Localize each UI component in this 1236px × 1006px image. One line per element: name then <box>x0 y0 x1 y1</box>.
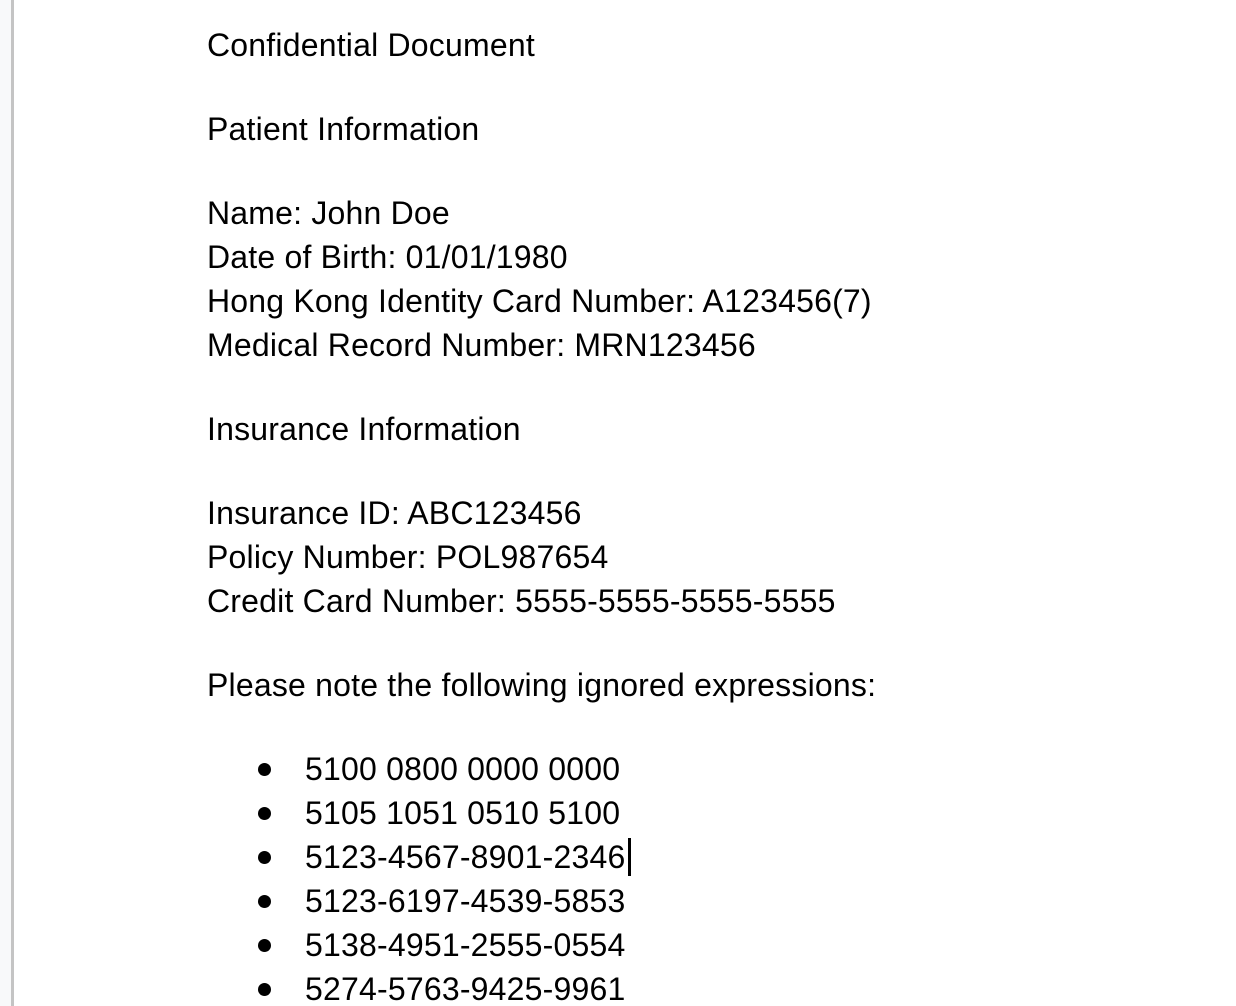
patient-dob-line[interactable]: Date of Birth: 01/01/1980 <box>207 239 568 275</box>
insurance-id-line[interactable]: Insurance ID: ABC123456 <box>207 495 582 531</box>
document-page[interactable] <box>14 0 1236 1006</box>
ignored-expression-text[interactable]: 5123-6197-4539-5853 <box>305 883 626 919</box>
ignored-expression-text[interactable]: 5105 1051 0510 5100 <box>305 795 621 831</box>
bullet-icon <box>258 763 271 776</box>
ignored-expression-item[interactable] <box>207 923 1196 967</box>
section-heading-insurance[interactable]: Insurance Information <box>207 411 521 447</box>
section-heading-patient[interactable]: Patient Information <box>207 111 480 147</box>
doc-title[interactable]: Confidential Document <box>207 27 535 63</box>
document-content <box>14 0 1236 1006</box>
patient-name-line[interactable]: Name: John Doe <box>207 195 450 231</box>
ignored-expressions-list <box>207 747 1196 1006</box>
ignored-expression-text[interactable]: 5123-4567-8901-2346 <box>305 839 626 875</box>
patient-mrn-line[interactable]: Medical Record Number: MRN123456 <box>207 327 756 363</box>
bullet-icon <box>258 895 271 908</box>
ignored-expression-text[interactable]: 5100 0800 0000 0000 <box>305 751 621 787</box>
insurance-details-paragraph <box>207 491 1196 623</box>
ignored-expression-item[interactable] <box>207 747 1196 791</box>
bullet-icon <box>258 807 271 820</box>
text-caret <box>628 838 631 876</box>
note-line[interactable]: Please note the following ignored expressions: <box>207 667 877 703</box>
patient-details-paragraph <box>207 191 1196 367</box>
ignored-expression-item[interactable] <box>207 791 1196 835</box>
bullet-icon <box>258 939 271 952</box>
ignored-expression-item[interactable] <box>207 967 1196 1006</box>
policy-number-line[interactable]: Policy Number: POL987654 <box>207 539 609 575</box>
ignored-expression-item[interactable] <box>207 879 1196 923</box>
ignored-expression-text[interactable]: 5274-5763-9425-9961 <box>305 971 626 1006</box>
credit-card-number-line[interactable]: Credit Card Number: 5555-5555-5555-5555 <box>207 583 836 619</box>
canvas-gutter <box>0 0 11 1006</box>
bullet-icon <box>258 983 271 996</box>
bullet-icon <box>258 851 271 864</box>
patient-hkid-line[interactable]: Hong Kong Identity Card Number: A123456(7) <box>207 283 872 319</box>
ignored-expression-item[interactable] <box>207 835 1196 879</box>
ignored-expression-text[interactable]: 5138-4951-2555-0554 <box>305 927 626 963</box>
